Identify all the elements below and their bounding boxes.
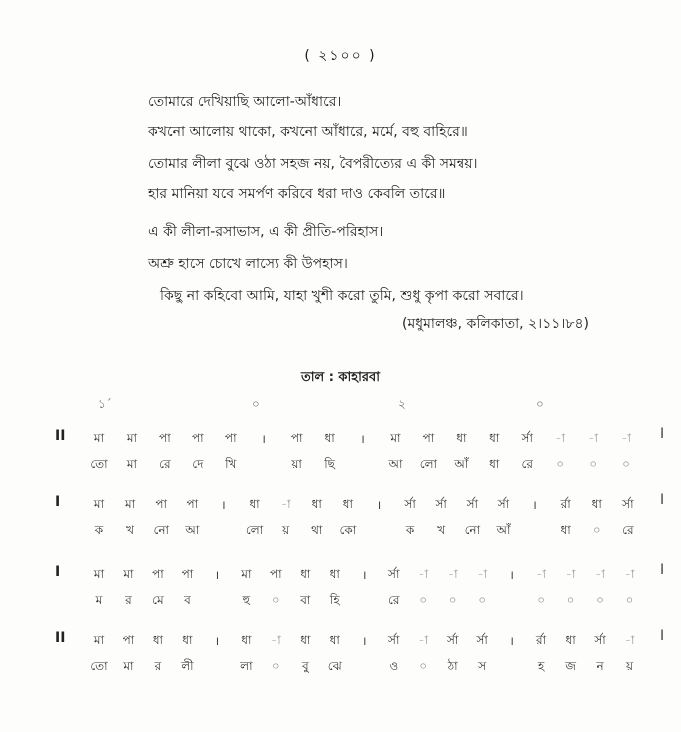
swara-note: পা: [159, 431, 171, 445]
notation-syllable: র: [154, 659, 162, 673]
swara-note: -া: [418, 633, 429, 647]
notation-syllable: ০: [592, 523, 601, 537]
notation-syllable: মে: [152, 593, 164, 607]
bar-end-marker: I: [660, 628, 665, 644]
swara-note: মা: [126, 431, 138, 445]
lyric-line: এ কী লীলা-রসাভাস, এ কী প্রীতি-পরিহাস।: [148, 224, 384, 240]
notation-syllable: বা: [300, 593, 311, 607]
swara-note: ।: [221, 498, 226, 512]
swara-note: ধা: [591, 497, 602, 511]
notation-syllable: ম: [95, 593, 103, 607]
swara-note: -া: [624, 633, 635, 647]
swara-note: ।: [360, 432, 365, 446]
swara-note: -া: [555, 431, 566, 445]
swara-note: ধা: [249, 497, 260, 511]
notation-syllable: ০: [622, 457, 630, 471]
swara-note: র্সা: [476, 633, 488, 647]
swara-note: পা: [181, 567, 194, 581]
swara-note: ধা: [182, 633, 193, 647]
notation-syllable: ০: [537, 593, 545, 607]
notation-syllable: রে: [387, 593, 400, 607]
swara-note: ধা: [565, 633, 576, 647]
swara-note: -া: [270, 633, 281, 647]
notation-syllable: ছি: [324, 457, 335, 471]
notation-syllable: তো: [90, 457, 108, 471]
taal-heading: তাল : কাহারবা: [300, 370, 381, 385]
swara-note: ধা: [311, 497, 322, 511]
notation-syllable: ০: [271, 659, 280, 673]
bar-start-marker: II: [55, 630, 66, 646]
swara-note: ধা: [456, 431, 467, 445]
swara-note: -া: [536, 567, 547, 581]
page-number: ( ২১০০ ): [304, 48, 377, 64]
swara-note: ।: [361, 568, 367, 582]
lyric-line: হার মানিয়া যবে সমর্পণ করিবে ধরা দাও কেবলি তারে॥: [148, 186, 446, 202]
swara-note: র্সা: [521, 431, 533, 445]
bar-end-marker: I: [660, 426, 665, 442]
notation-syllable: ০: [478, 593, 487, 607]
notation-syllable: ০: [448, 593, 457, 607]
swara-note: ধা: [300, 633, 311, 647]
notation-syllable: হ: [537, 659, 545, 673]
swara-note: মা: [93, 497, 105, 511]
notation-syllable: স: [478, 659, 487, 673]
swara-note: ধা: [329, 567, 340, 581]
swara-note: -া: [447, 567, 458, 581]
swara-note: পা: [191, 431, 204, 445]
notation-syllable: ঠা: [447, 659, 458, 673]
swara-note: মা: [93, 431, 105, 445]
bar-end-marker: I: [660, 562, 665, 578]
beat-marker: ০: [536, 397, 544, 411]
notation-syllable: ক: [405, 523, 415, 537]
notation-syllable: কো: [339, 523, 357, 537]
notation-syllable: হু: [242, 593, 251, 607]
swara-note: ।: [214, 634, 220, 648]
swara-note: পা: [422, 431, 435, 445]
swara-note: ।: [376, 498, 382, 512]
notation-syllable: য়: [282, 523, 290, 537]
notation-syllable: খি: [225, 457, 237, 471]
swara-note: ।: [214, 568, 220, 582]
notation-syllable: ০: [589, 457, 598, 471]
swara-note: পা: [122, 633, 135, 647]
swara-note: -া: [565, 567, 576, 581]
notation-syllable: য়া: [291, 457, 302, 471]
notation-syllable: মা: [123, 659, 134, 673]
swara-note: মা: [390, 431, 401, 445]
source-note: (মধুমালঞ্চ, কলিকাতা, ২।১১।৮৪): [402, 316, 589, 332]
swara-note: মা: [93, 633, 105, 647]
lyric-line: কখনো আলোয় থাকো, কখনো আঁধারে, মর্মে, বহু বাহিরে॥: [148, 124, 468, 140]
notation-syllable: লা: [240, 659, 253, 673]
notation-syllable: লো: [419, 457, 438, 471]
swara-note: র্সা: [446, 633, 459, 647]
notation-syllable: নো: [464, 523, 481, 537]
notation-syllable: লো: [245, 523, 264, 537]
bar-start-marker: I: [55, 564, 61, 580]
beat-marker: ০: [252, 397, 260, 411]
notation-syllable: ০: [556, 457, 565, 471]
notation-syllable: থা: [311, 523, 323, 537]
lyric-line: কিছু না কহিবো আমি, যাহা খুশী করো তুমি, শুধু কৃপা করো সবারে।: [160, 288, 524, 304]
swara-note: মা: [125, 497, 136, 511]
beat-marker: ১´: [98, 397, 112, 411]
swara-note: ।: [361, 634, 367, 648]
notation-syllable: ০: [271, 593, 280, 607]
notation-syllable: ধা: [560, 523, 571, 537]
lyric-line: তোমারে দেখিয়াছি আলো-আঁধারে।: [148, 94, 342, 110]
swara-note: ধা: [324, 431, 335, 445]
notation-syllable: দে: [192, 457, 204, 471]
swara-note: -া: [418, 567, 429, 581]
swara-note: র্সা: [466, 497, 479, 511]
notation-syllable: ০: [419, 659, 428, 673]
swara-note: ধা: [241, 633, 252, 647]
bar-start-marker: II: [55, 428, 66, 444]
notation-syllable: আ: [185, 523, 200, 537]
notation-syllable: খ: [437, 523, 446, 537]
notation-syllable: জ: [565, 659, 576, 673]
swara-note: ধা: [489, 431, 500, 445]
notation-syllable: খ: [126, 523, 135, 537]
swara-note: র্সা: [594, 633, 606, 647]
swara-note: র্সা: [388, 567, 400, 581]
notation-syllable: ও: [389, 659, 399, 673]
swara-note: মা: [93, 567, 105, 581]
notation-syllable: আ: [388, 457, 403, 471]
bar-end-marker: I: [660, 492, 665, 508]
swara-note: র্সা: [388, 633, 400, 647]
swara-note: পা: [152, 567, 164, 581]
notation-syllable: আঁ: [454, 457, 469, 471]
notation-syllable: র: [125, 593, 132, 607]
swara-note: ।: [532, 498, 537, 512]
swara-note: র্সা: [622, 497, 634, 511]
notation-syllable: ০: [625, 593, 634, 607]
notation-syllable: রে: [622, 523, 634, 537]
swara-note: -া: [621, 431, 631, 445]
beat-marker: ২: [398, 397, 406, 411]
swara-note: র্রা: [560, 497, 571, 511]
swara-note: পা: [290, 431, 303, 445]
notation-syllable: তো: [90, 659, 108, 673]
notation-syllable: বু: [301, 659, 309, 673]
notation-syllable: রে: [159, 457, 171, 471]
swara-note: ধা: [152, 633, 164, 647]
swara-note: পা: [224, 431, 237, 445]
notation-syllable: আঁ: [496, 523, 511, 537]
swara-note: র্সা: [497, 497, 510, 511]
swara-note: পা: [186, 497, 199, 511]
notation-syllable: রে: [521, 457, 533, 471]
notation-syllable: ন: [596, 659, 604, 673]
swara-note: র্সা: [435, 497, 447, 511]
swara-note: র্সা: [404, 497, 416, 511]
swara-note: -া: [477, 567, 488, 581]
lyric-line: অশ্রু হাসে চোখে লাস্যে কী উপহাস।: [148, 256, 348, 272]
notation-syllable: ০: [419, 593, 428, 607]
swara-note: -া: [624, 567, 635, 581]
notation-syllable: ঝে: [327, 659, 342, 673]
swara-note: মা: [241, 567, 252, 581]
swara-note: র্রা: [536, 633, 547, 647]
notation-syllable: ধা: [489, 457, 500, 471]
swara-note: পা: [155, 497, 168, 511]
swara-note: -া: [588, 431, 599, 445]
swara-note: মা: [123, 567, 134, 581]
notation-syllable: ক: [94, 523, 104, 537]
notation-syllable: ০: [596, 593, 604, 607]
swara-note: ধা: [342, 497, 353, 511]
swara-note: ।: [509, 568, 514, 582]
swara-note: ধা: [329, 633, 340, 647]
notation-syllable: য়: [625, 659, 634, 673]
bar-start-marker: I: [55, 494, 61, 510]
swara-note: ।: [261, 432, 266, 446]
swara-note: ।: [509, 634, 514, 648]
notation-syllable: লী: [181, 659, 194, 673]
notation-syllable: ০: [566, 593, 575, 607]
lyric-line: তোমার লীলা বুঝে ওঠা সহজ নয়, বৈপরীত্যের এ কী সমন্বয়।: [148, 156, 478, 172]
swara-note: -া: [595, 567, 605, 581]
notation-syllable: ব: [184, 593, 191, 607]
swara-note: -া: [280, 497, 291, 511]
notation-syllable: মা: [126, 457, 138, 471]
swara-note: ধা: [300, 567, 311, 581]
notation-syllable: হি: [329, 593, 340, 607]
swara-note: পা: [270, 567, 282, 581]
notation-syllable: নো: [153, 523, 169, 537]
